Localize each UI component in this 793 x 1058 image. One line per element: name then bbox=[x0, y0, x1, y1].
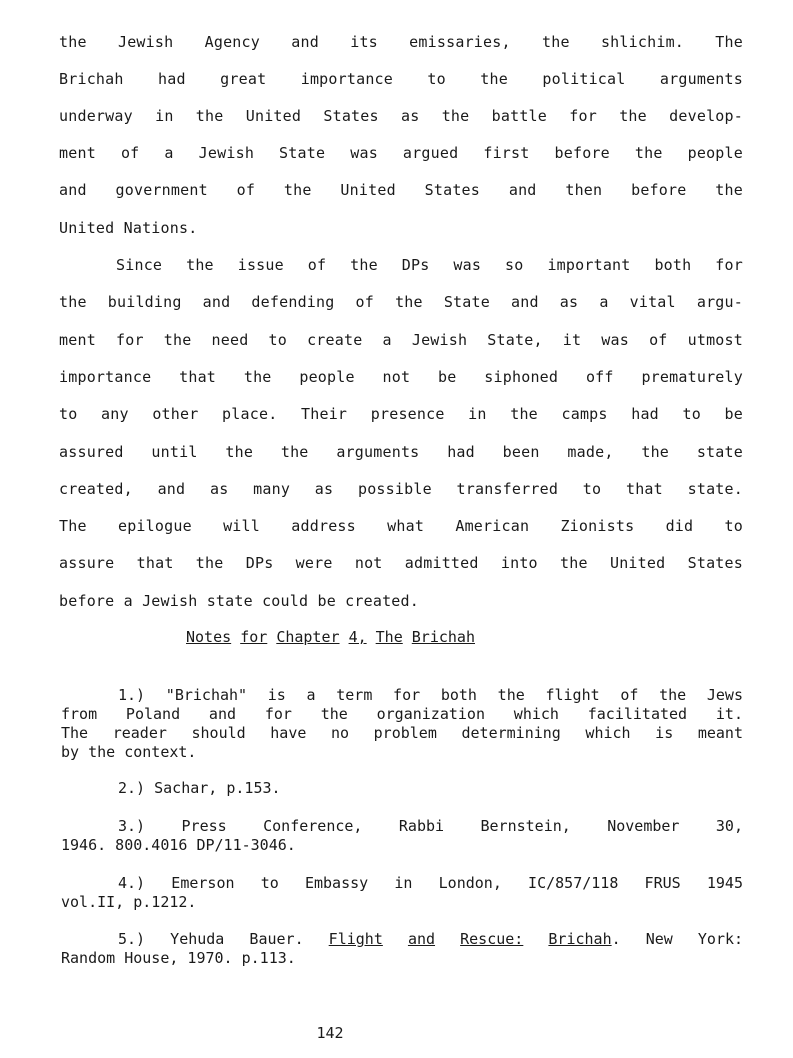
body-line: Brichah had great importance to the political arguments bbox=[59, 70, 743, 88]
body-line: the Jewish Agency and its emissaries, the shlichim. The bbox=[59, 33, 743, 51]
note-1-line: The reader should have no problem determining which is meant bbox=[61, 724, 743, 742]
body-line: Since the issue of the DPs was so important both for bbox=[116, 256, 743, 274]
note-4-line: 4.) Emerson to Embassy in London, IC/857/118 FRUS 1945 bbox=[118, 874, 743, 892]
note-5-line: Random House, 1970. p.113. bbox=[61, 949, 296, 967]
note-3-line: 3.) Press Conference, Rabbi Bernstein, November 30, bbox=[118, 817, 743, 835]
body-line: ment for the need to create a Jewish State, it was of utmost bbox=[59, 331, 743, 349]
note-1-line: from Poland and for the organization which facilitated it. bbox=[61, 705, 743, 723]
body-line: underway in the United States as the battle for the develop- bbox=[59, 107, 743, 125]
note-1-line: by the context. bbox=[61, 743, 197, 761]
body-line: importance that the people not be siphoned off prematurely bbox=[59, 368, 743, 386]
body-line: assure that the DPs were not admitted into the United States bbox=[59, 554, 743, 572]
body-line: before a Jewish state could be created. bbox=[59, 592, 419, 610]
notes-heading: Notes for Chapter 4, The Brichah bbox=[186, 628, 475, 646]
note-5-line: 5.) Yehuda Bauer. Flight and Rescue: Brichah. New York: bbox=[118, 930, 744, 948]
note-3-line: 1946. 800.4016 DP/11-3046. bbox=[61, 836, 296, 854]
body-line: assured until the the arguments had been made, the state bbox=[59, 443, 743, 461]
body-line: to any other place. Their presence in the camps had to be bbox=[59, 405, 743, 423]
body-line: The epilogue will address what American Zionists did to bbox=[59, 517, 743, 535]
body-line: the building and defending of the State and as a vital argu- bbox=[59, 293, 743, 311]
body-line: created, and as many as possible transferred to that state. bbox=[59, 480, 743, 498]
body-line: ment of a Jewish State was argued first before the people bbox=[59, 144, 743, 162]
page-number: 142 bbox=[316, 1024, 344, 1042]
note-2: 2.) Sachar, p.153. bbox=[118, 779, 281, 797]
body-line: and government of the United States and then before the bbox=[59, 181, 743, 199]
note-1-line: 1.) "Brichah" is a term for both the flight of the Jews bbox=[118, 686, 743, 704]
note-4-line: vol.II, p.1212. bbox=[61, 893, 197, 911]
body-line: United Nations. bbox=[59, 219, 198, 237]
